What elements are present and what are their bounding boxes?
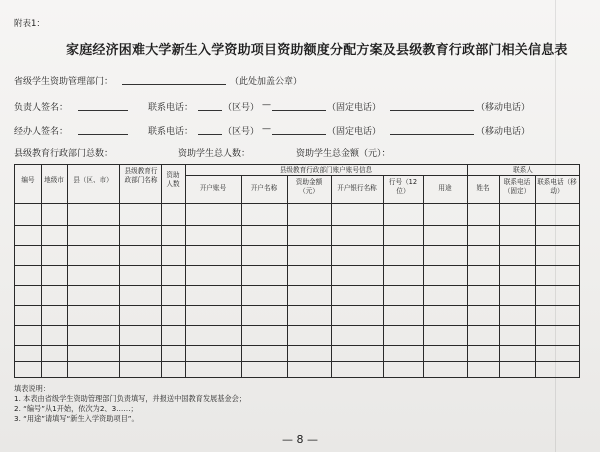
handler-area-code-field[interactable]: [198, 134, 222, 135]
col-city: 地级市: [44, 176, 64, 184]
notes-heading: 填表说明：: [14, 384, 50, 393]
responsible-landline-label: （固定电话）: [327, 103, 382, 113]
students-total-label: 资助学生总人数：: [178, 149, 251, 159]
col-account: 开户账号: [199, 184, 227, 192]
handler-mobile-field[interactable]: [390, 134, 474, 135]
group-contact-header: 联系人: [513, 166, 533, 174]
responsible-mobile-label: （移动电话）: [476, 103, 531, 113]
form-title: 家庭经济困难大学新生入学资助项目资助额度分配方案及县级教育行政部门相关信息表: [66, 43, 568, 58]
page-number: — 8 —: [282, 433, 318, 446]
col-dept-name: 县级教育行政部门名称: [124, 167, 158, 184]
col-county: 县（区、市）: [73, 176, 113, 184]
provincial-dept-field[interactable]: [122, 84, 226, 85]
responsible-landline-field[interactable]: [272, 110, 326, 111]
col-line-no: 行号（12位）: [388, 178, 418, 195]
note-item: 3. “用途”请填写“新生入学资助项目”。: [14, 414, 139, 423]
col-contact-landline: 联系电话（固定）: [503, 178, 531, 195]
note-item: 2. “编号”从1开始，依次为2、3……；: [14, 404, 138, 413]
col-contact-mobile: 联系电话（移动）: [537, 178, 577, 195]
handler-label: 经办人签名：: [14, 127, 69, 137]
amount-total-label: 资助学生总金额（元）：: [296, 149, 391, 159]
group-account-header: 县级教育行政部门账户账号信息: [279, 166, 373, 174]
col-no: 编号: [21, 176, 35, 184]
col-count: 资助人数: [166, 171, 180, 188]
handler-mobile-label: （移动电话）: [476, 127, 531, 137]
responsible-area-code-label: （区号）: [223, 103, 260, 113]
seal-note: （此处加盖公章）: [230, 77, 303, 87]
handler-landline-field[interactable]: [272, 134, 326, 135]
col-purpose: 用途: [438, 184, 452, 192]
info-table: [14, 164, 580, 378]
handler-phone-label: 联系电话：: [148, 127, 194, 137]
note-item: 1. 本表由省级学生资助管理部门负责填写，并报送中国教育发展基金会；: [14, 394, 246, 403]
responsible-mobile-field[interactable]: [390, 110, 474, 111]
handler-signature-field[interactable]: [78, 134, 128, 135]
responsible-phone-label: 联系电话：: [148, 103, 194, 113]
col-bank: 开户银行名称: [337, 184, 377, 192]
col-contact-name: 姓名: [476, 184, 490, 192]
responsible-label: 负责人签名：: [14, 103, 69, 113]
col-account-name: 开户名称: [250, 184, 278, 192]
attachment-label: 附表1：: [14, 19, 45, 29]
col-amount: 资助金额（元）: [295, 178, 323, 195]
handler-landline-label: （固定电话）: [327, 127, 382, 137]
county-total-label: 县级教育行政部门总数：: [14, 149, 114, 159]
handler-area-code-label: （区号）: [223, 127, 260, 137]
provincial-dept-label: 省级学生资助管理部门：: [14, 77, 114, 87]
responsible-area-code-field[interactable]: [198, 110, 222, 111]
fill-instructions: [14, 384, 246, 424]
responsible-signature-field[interactable]: [78, 110, 128, 111]
